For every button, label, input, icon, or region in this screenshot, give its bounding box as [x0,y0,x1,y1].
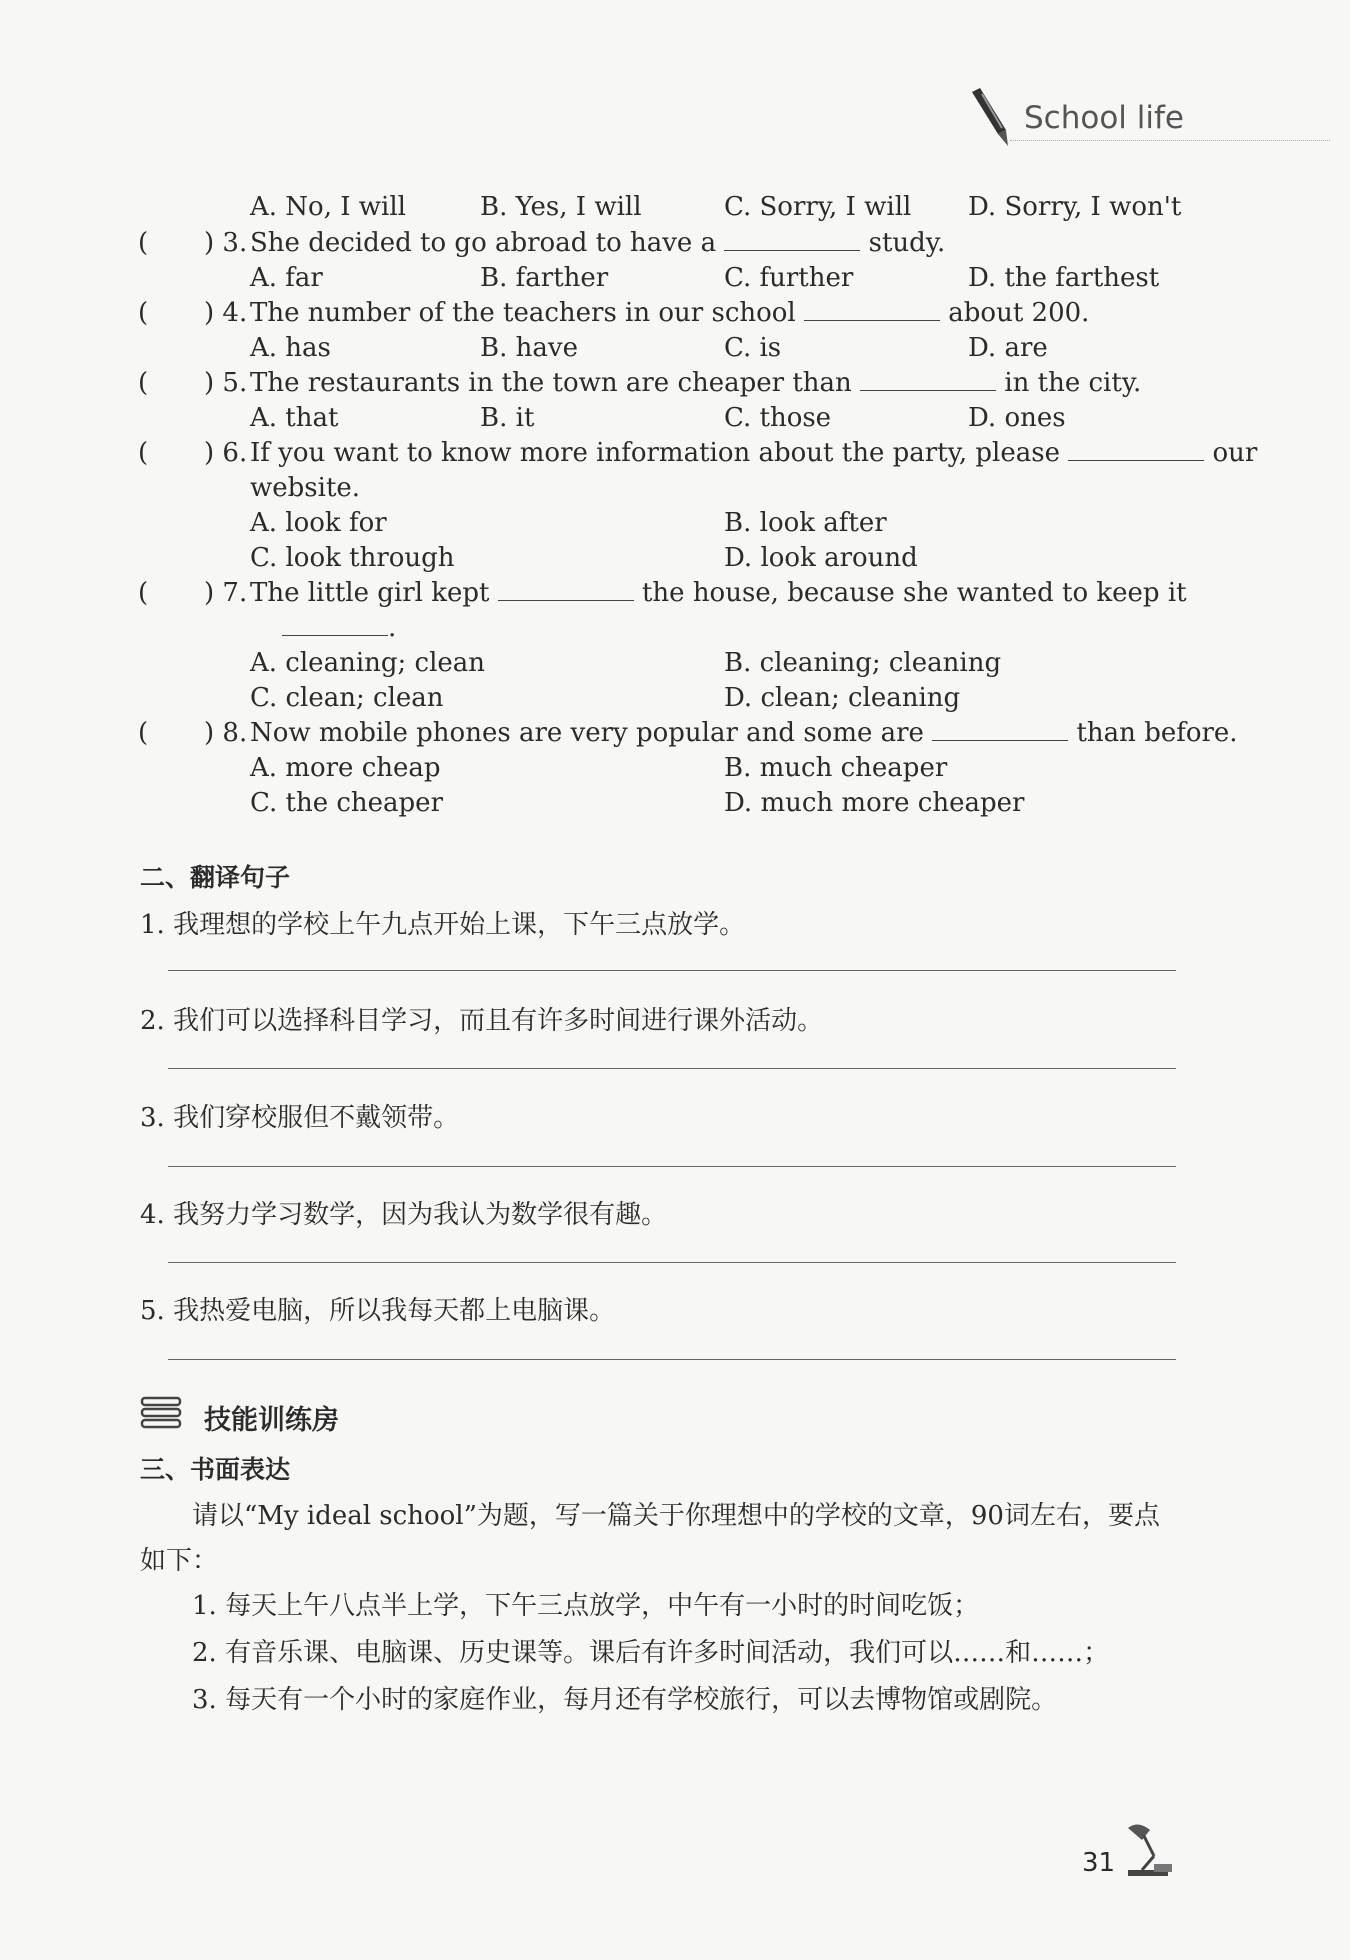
option-b: B. much cheaper [724,753,948,783]
option-a: A. more cheap [250,753,441,783]
question-text: The little girl kept the house, because she wanted to keep it [250,578,1187,608]
fill-blank[interactable] [724,228,860,251]
fill-blank[interactable] [860,368,996,391]
translation-heading: 二、翻译句子 [140,863,291,892]
answer-line[interactable] [168,1166,1176,1167]
header-rule [1010,140,1330,141]
answer-line[interactable] [168,970,1176,971]
translation-item: 1. 我理想的学校上午九点开始上课，下午三点放学。 [140,910,746,940]
question-number: ) 5. [204,368,248,398]
page-number: 31 [1082,1848,1116,1878]
writing-point: 2. 有音乐课、电脑课、历史课等。课后有许多时间活动，我们可以……和……； [192,1638,1110,1668]
option-b: B. it [480,403,535,433]
option-c: C. further [724,263,854,293]
option-d: D. much more cheaper [724,788,1025,818]
option-a: A. has [250,333,331,363]
option-a: A. far [250,263,323,293]
translation-item: 3. 我们穿校服但不戴领带。 [140,1103,460,1133]
desk-lamp-icon [1120,1820,1178,1880]
option-c: C. those [724,403,832,433]
fill-blank[interactable] [498,578,634,601]
fill-blank[interactable] [1068,438,1204,461]
question-number: ) 7. [204,578,248,608]
option-b: B. look after [724,508,887,538]
option-c: C. clean; clean [250,683,444,713]
writing-point: 1. 每天上午八点半上学，下午三点放学，中午有一小时的时间吃饭； [192,1591,980,1621]
answer-line[interactable] [168,1359,1176,1360]
translation-item: 4. 我努力学习数学，因为我认为数学很有趣。 [140,1200,668,1230]
question-number: ) 6. [204,438,248,468]
q2-option-b: B. Yes, I will [480,192,642,222]
option-d: D. look around [724,543,918,573]
q2-option-d: D. Sorry, I won't [968,192,1182,222]
pen-icon [968,88,1012,154]
writing-prompt-continued: 如下： [140,1546,219,1576]
option-d: D. clean; cleaning [724,683,961,713]
fill-blank[interactable] [282,613,388,636]
option-b: B. have [480,333,578,363]
q2-option-c: C. Sorry, I will [724,192,912,222]
q2-option-a: A. No, I will [250,192,406,222]
question-number: ) 4. [204,298,248,328]
section-stripes-icon [140,1396,184,1430]
question-number: ) 8. [204,718,248,748]
answer-paren[interactable]: ( [138,298,149,328]
writing-heading: 三、书面表达 [140,1455,291,1484]
option-a: A. that [250,403,339,433]
option-d: D. the farthest [968,263,1160,293]
question-text: The number of the teachers in our school about 200. [250,298,1090,328]
option-d: D. are [968,333,1048,363]
answer-line[interactable] [168,1262,1176,1263]
option-c: C. the cheaper [250,788,443,818]
option-c: C. is [724,333,782,363]
option-b: B. farther [480,263,609,293]
option-c: C. look through [250,543,455,573]
question-text: Now mobile phones are very popular and some are than before. [250,718,1238,748]
option-a: A. look for [250,508,387,538]
answer-paren[interactable]: ( [138,718,149,748]
answer-paren[interactable]: ( [138,368,149,398]
fill-blank[interactable] [932,718,1068,741]
question-number: ) 3. [204,228,248,258]
section-title: 技能训练房 [204,1405,339,1436]
translation-item: 5. 我热爱电脑，所以我每天都上电脑课。 [140,1296,616,1326]
header-title: School life [1024,100,1184,136]
answer-paren[interactable]: ( [138,228,149,258]
writing-point: 3. 每天有一个小时的家庭作业，每月还有学校旅行，可以去博物馆或剧院。 [192,1685,1058,1715]
question-text-continued: . [282,611,396,645]
option-a: A. cleaning; clean [250,648,486,678]
option-b: B. cleaning; cleaning [724,648,1002,678]
question-text: She decided to go abroad to have a study. [250,228,946,258]
question-text: The restaurants in the town are cheaper than in the city. [250,368,1142,398]
answer-paren[interactable]: ( [138,438,149,468]
fill-blank[interactable] [804,298,940,321]
question-text-continued: website. [250,473,361,503]
answer-paren[interactable]: ( [138,578,149,608]
translation-item: 2. 我们可以选择科目学习，而且有许多时间进行课外活动。 [140,1006,824,1036]
writing-prompt: 请以“My ideal school”为题，写一篇关于你理想中的学校的文章，90词左右，要点 [192,1501,1160,1531]
answer-line[interactable] [168,1068,1176,1069]
option-d: D. ones [968,403,1066,433]
question-text: If you want to know more information about the party, please our [250,438,1258,468]
